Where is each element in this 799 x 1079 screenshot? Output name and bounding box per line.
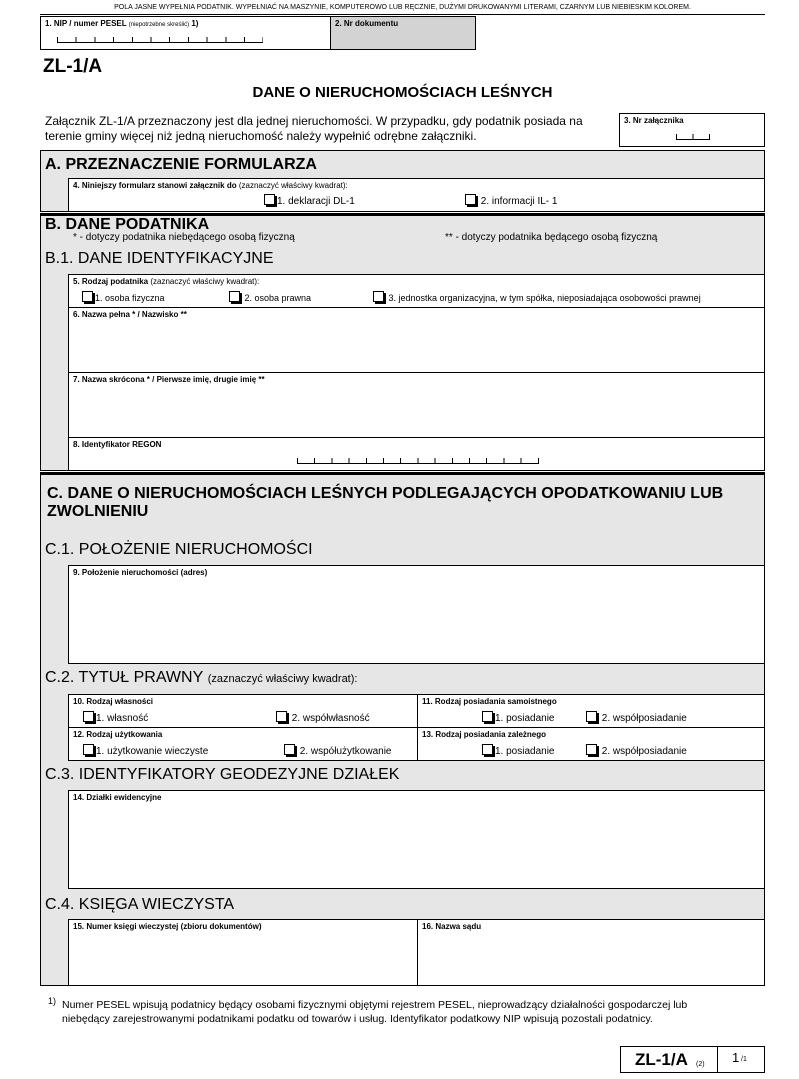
checkbox-icon[interactable] (276, 711, 287, 722)
field-10-label: 10. Rodzaj własności (73, 697, 154, 706)
nip-digit-ticks (57, 37, 263, 43)
field-10 (68, 694, 418, 728)
checkbox-icon[interactable] (229, 291, 240, 302)
nip-label-text: 1. NIP / numer PESEL (45, 19, 127, 28)
option-dl1-label: 1. deklaracji DL-1 (277, 196, 355, 207)
checkbox-icon[interactable] (264, 194, 275, 205)
checkbox-icon[interactable] (465, 194, 476, 205)
option-legal-person-label: 2. osoba prawna (244, 293, 312, 303)
option-perpetual-usufruct[interactable] (83, 744, 208, 757)
field-16-label: 16. Nazwa sądu (422, 922, 482, 931)
option-dependent-possession[interactable] (482, 744, 555, 757)
checkbox-icon[interactable] (482, 711, 493, 722)
field-11-label: 11. Rodzaj posiadania samoistnego (422, 697, 557, 706)
field-16[interactable] (417, 919, 765, 986)
checkbox-icon[interactable] (83, 711, 94, 722)
nip-note: (niepotrzebne skreślić) (128, 22, 190, 28)
option-organization-label: 3. jednostka organizacyjna, w tym spółka, nieposiadająca osobowości prawnej (388, 293, 701, 303)
section-a-title: A. PRZEZNACZENIE FORMULARZA (45, 156, 317, 173)
footnote-ref: 1) (48, 996, 57, 1006)
option-possession-label: 1. posiadanie (495, 713, 555, 724)
field-6-label: 6. Nazwa pełna * / Nazwisko ** (73, 310, 187, 319)
field-15-label: 15. Numer księgi wieczystej (zbioru dokumentów) (73, 922, 262, 931)
section-b-note-natural: ** - dotyczy podatnika będącego osobą fizyczną (445, 232, 658, 243)
field-9-label: 9. Położenie nieruchomości (adres) (73, 568, 208, 577)
option-co-ownership[interactable] (276, 711, 370, 724)
option-co-usufruct[interactable] (284, 744, 392, 757)
field-5-label-text: 5. Rodzaj podatnika (73, 277, 149, 286)
attachment-digit-ticks (676, 134, 710, 140)
footer-code: ZL-1/A (635, 1050, 688, 1069)
field-13-label: 13. Rodzaj posiadania zależnego (422, 730, 547, 739)
footer-code-sub: (2) (696, 1061, 705, 1068)
doc-number-label: 2. Nr dokumentu (335, 19, 399, 28)
option-organization[interactable] (373, 291, 701, 303)
option-perpetual-usufruct-label: 1. użytkowanie wieczyste (96, 746, 209, 757)
field-4-label (73, 181, 348, 190)
field-12-label: 12. Rodzaj użytkowania (73, 730, 163, 739)
section-c-title-line1: C. DANE O NIERUCHOMOŚCIACH LEŚNYCH PODLEGAJĄCYCH OPODATKOWANIU LUB (47, 485, 724, 502)
checkbox-icon[interactable] (586, 711, 597, 722)
section-b1-title: B.1. DANE IDENTYFIKACYJNE (45, 250, 274, 267)
header-rule (40, 14, 765, 15)
page-total: /1 (741, 1056, 747, 1063)
field-4 (68, 178, 765, 212)
page-number: 1 (732, 1050, 740, 1065)
section-c3-title: C.3. IDENTYFIKATORY GEODEZYJNE DZIAŁEK (45, 766, 400, 783)
option-dl1[interactable] (264, 194, 355, 207)
field-13 (417, 727, 765, 761)
attachment-number-field[interactable] (619, 113, 765, 147)
footnote-text: Numer PESEL wpisują podatnicy będący osobami fizycznymi objętymi rejestrem PESEL, nieprowadzący działalności gospodarczej lub niebędący zarejestrowanymi podatnikami podatku od towarów i usług. Identyfikator podatkowy NIP wpisują pozostali podatnicy. (62, 999, 688, 1025)
option-possession[interactable] (482, 711, 555, 724)
checkbox-icon[interactable] (284, 744, 295, 755)
option-co-possession[interactable] (586, 711, 687, 724)
option-il1[interactable] (465, 194, 557, 207)
option-il1-label: 2. informacji IL- 1 (480, 196, 558, 207)
option-dependent-co-possession[interactable] (586, 744, 687, 757)
form-code: ZL-1/A (43, 56, 103, 77)
checkbox-icon[interactable] (373, 291, 384, 302)
field-4-note: (zaznaczyć właściwy kwadrat): (238, 181, 348, 190)
footer-code-box (620, 1046, 765, 1073)
nip-footnote-ref: 1) (191, 19, 199, 28)
section-b-title: B. DANE PODATNIKA (45, 216, 210, 233)
option-legal-person[interactable] (229, 291, 311, 303)
option-co-usufruct-label: 2. współużytkowanie (299, 746, 392, 757)
option-ownership-label: 1. własność (96, 713, 149, 724)
footer-code-cell (621, 1047, 718, 1072)
field-4-label-text: 4. Niniejszy formularz stanowi załącznik do (73, 181, 237, 190)
section-c4-title: C.4. KSIĘGA WIECZYSTA (45, 896, 235, 913)
field-8[interactable] (68, 437, 765, 471)
section-c2-title (45, 669, 357, 687)
section-c1-title: C.1. POŁOŻENIE NIERUCHOMOŚCI (45, 541, 313, 558)
nip-field[interactable] (40, 16, 331, 50)
doc-number-field (330, 16, 476, 50)
field-7-label: 7. Nazwa skrócona * / Pierwsze imię, drugie imię ** (73, 375, 265, 384)
section-b-note-legal: * - dotyczy podatnika niebędącego osobą fizyczną (73, 232, 295, 243)
field-7[interactable] (68, 372, 765, 438)
section-c2-note: (zaznaczyć właściwy kwadrat): (207, 673, 358, 685)
option-dependent-co-possession-label: 2. współposiadanie (601, 746, 687, 757)
form-intro: Załącznik ZL-1/A przeznaczony jest dla jednej nieruchomości. W przypadku, gdy podatnik posiada na terenie gminy więcej niż jedną nieruchomość należy wypełnić odrębne załączniki. (45, 114, 583, 143)
fill-instruction: POLA JASNE WYPEŁNIA PODATNIK. WYPEŁNIAĆ NA MASZYNIE, KOMPUTEROWO LUB RĘCZNIE, DUŻYMI DRUKOWANYMI LITERAMI, CZARNYM LUB NIEBIESKIM KOLOREM. (114, 4, 691, 11)
attachment-number-label: 3. Nr załącznika (624, 116, 684, 125)
field-14[interactable] (68, 790, 765, 889)
nip-label (45, 19, 198, 28)
checkbox-icon[interactable] (482, 744, 493, 755)
form-title: DANE O NIERUCHOMOŚCIACH LEŚNYCH (252, 84, 553, 101)
field-14-label: 14. Działki ewidencyjne (73, 793, 162, 802)
field-5-note: (zaznaczyć właściwy kwadrat): (150, 277, 260, 286)
section-c-title-line2: ZWOLNIENIU (47, 503, 149, 520)
option-ownership[interactable] (83, 711, 148, 724)
checkbox-icon[interactable] (586, 744, 597, 755)
regon-digit-ticks (297, 458, 539, 464)
option-natural-person[interactable] (82, 291, 165, 303)
field-15[interactable] (68, 919, 418, 986)
section-c2-title-text: C.2. TYTUŁ PRAWNY (45, 669, 204, 686)
field-8-label: 8. Identyfikator REGON (73, 440, 162, 449)
field-5-label (73, 277, 259, 286)
option-co-ownership-label: 2. współwłasność (291, 713, 370, 724)
field-9[interactable] (68, 565, 765, 664)
field-6[interactable] (68, 307, 765, 373)
field-5 (68, 274, 765, 308)
option-natural-person-label: 1. osoba fizyczna (95, 293, 165, 303)
checkbox-icon[interactable] (82, 291, 93, 302)
option-dependent-possession-label: 1. posiadanie (495, 746, 555, 757)
section-c-title (47, 485, 723, 521)
option-co-possession-label: 2. współposiadanie (601, 713, 687, 724)
field-11 (417, 694, 765, 728)
field-12 (68, 727, 418, 761)
checkbox-icon[interactable] (83, 744, 94, 755)
